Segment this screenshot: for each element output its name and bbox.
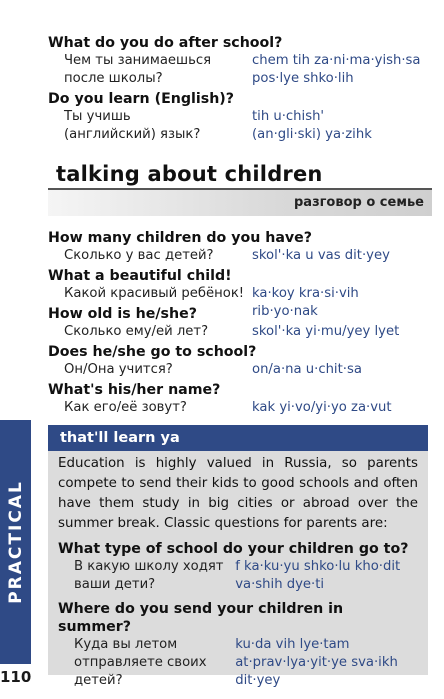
phrase-translit: f ka·ku·yu shko·lu kho·dit	[235, 559, 401, 574]
box-body	[48, 451, 428, 690]
phrase-russian: Сколько ему/ей лет?	[64, 324, 209, 339]
phrase-translit: tih u·chish'	[252, 109, 325, 124]
phrase-russian: ваши дети?	[74, 577, 156, 592]
phrase-question: Do you learn (English)?	[48, 91, 235, 107]
phrase-translit: va·shih dye·ti	[235, 577, 325, 592]
phrase-russian: Какой красивый ребёнок!	[64, 286, 245, 301]
phrase-translit: ka·koy kra·si·vih rib·yo·nak	[252, 286, 359, 319]
phrase-question: What type of school do your children go to?	[58, 541, 409, 557]
culture-note-box	[48, 425, 428, 688]
phrase-translit: (an·gli·ski) ya·zihk	[252, 127, 372, 142]
phrase-translit: ku·da vih lye·tam	[235, 637, 350, 652]
phrase-russian: Как его/её зовут?	[64, 400, 187, 415]
phrase-russian: отправляете своих	[74, 655, 207, 670]
phrase-translit: skol'·ka yi·mu/yey lyet	[252, 324, 400, 339]
phrase-entry	[48, 343, 428, 379]
phrase-russian: детей?	[74, 673, 123, 688]
phrase-entry	[48, 34, 428, 88]
box-title: that'll learn ya	[48, 425, 428, 451]
phrase-question: What's his/her name?	[48, 382, 221, 398]
phrase-entry	[48, 90, 428, 144]
phrase-russian: Чем ты занимаешься	[64, 53, 212, 68]
box-text: Education is highly valued in Russia, so parents compete to send their kids to good schools and often have them study in big cities or abroad over the summer break. Classic questions for parents are:	[58, 456, 418, 531]
phrase-russian: после школы?	[64, 71, 163, 86]
phrase-translit: kak yi·vo/yi·yo za·vut	[252, 400, 392, 415]
section-band	[48, 190, 432, 216]
page-number: 110	[0, 668, 32, 686]
phrase-entry	[48, 229, 428, 265]
phrase-russian: Сколько у вас детей?	[64, 248, 214, 263]
phrase-translit: chem tih za·ni·ma·yish·sa	[252, 53, 421, 68]
phrase-russian: В какую школу ходят	[74, 559, 224, 574]
phrase-question: What a beautiful child!	[48, 268, 232, 284]
phrase-translit: at·prav·lya·yit·ye sva·ikh	[235, 655, 398, 670]
phrase-question: How old is he/she?	[48, 306, 197, 322]
section-side-tab	[0, 420, 31, 664]
phrase-question: How many children do you have?	[48, 230, 313, 246]
side-tab-label: PRACTICAL	[5, 480, 26, 604]
phrase-question: What do you do after school?	[48, 35, 283, 51]
phrase-entry	[48, 381, 428, 417]
phrase-translit: skol'·ka u vas dit·yey	[252, 248, 390, 263]
phrase-russian: Куда вы летом	[74, 637, 178, 652]
phrase-question: Does he/she go to school?	[48, 344, 257, 360]
section-title: talking about children	[56, 162, 323, 186]
phrase-translit: on/a·na u·chit·sa	[252, 362, 362, 377]
phrase-russian: Ты учишь	[64, 109, 131, 124]
phrase-translit: dit·yey	[235, 673, 281, 688]
phrase-translit: pos·lye shko·lih	[252, 71, 354, 86]
phrase-russian: (английский) язык?	[64, 127, 201, 142]
phrase-russian: Он/Она учится?	[64, 362, 173, 377]
section-subtitle: разговор о семье	[294, 195, 424, 210]
phrase-entry	[48, 305, 428, 341]
phrase-question: Where do you send your children in summer?	[58, 601, 344, 635]
